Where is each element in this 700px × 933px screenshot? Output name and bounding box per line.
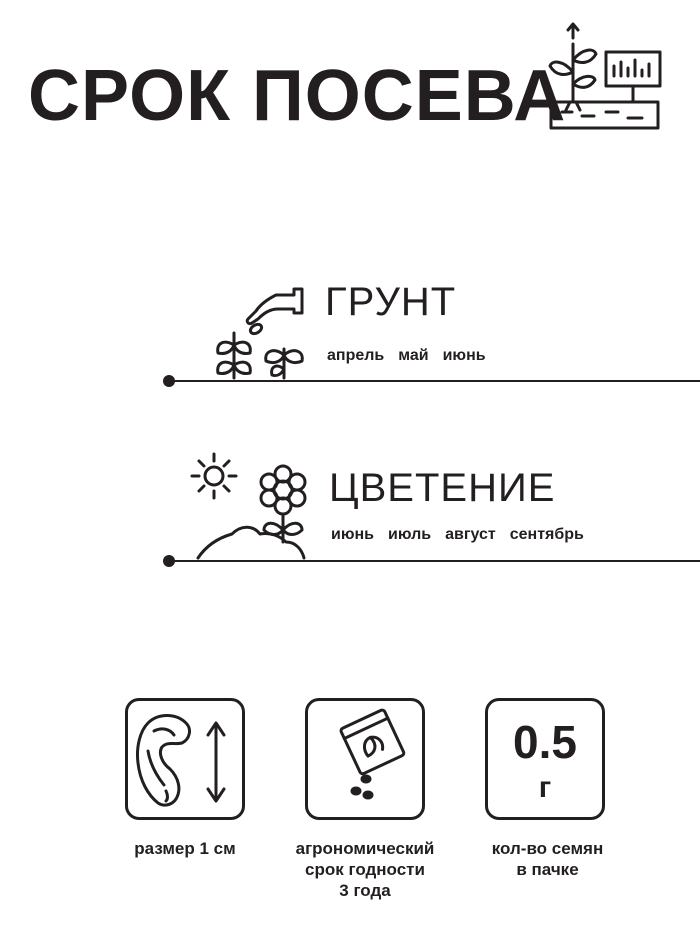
caption-line: агрономический: [295, 839, 435, 858]
shelf-life-caption: [280, 838, 450, 901]
seed-weight-value: 0.5: [513, 716, 577, 768]
soil-month: июнь: [442, 347, 486, 364]
planting-hand-icon: [212, 283, 312, 381]
soil-title: ГРУНТ: [325, 280, 457, 324]
sun-flower-icon: [186, 450, 311, 562]
soil-timeline: [168, 380, 700, 382]
caption-line: кол-во семян: [491, 839, 604, 858]
bloom-months: [331, 526, 598, 544]
bloom-month: август: [445, 526, 496, 543]
caption-line: размер 1 см: [134, 839, 236, 858]
seed-weight-caption: [465, 838, 630, 880]
seed-size-icon: [128, 701, 242, 817]
shelf-life-badge: [305, 698, 425, 820]
caption-line: срок годности: [305, 860, 425, 879]
seed-size-caption: [105, 838, 265, 859]
soil-month: апрель: [327, 347, 385, 364]
bloom-month: июль: [388, 526, 432, 543]
soil-months: [327, 347, 500, 365]
bloom-timeline: [168, 560, 700, 562]
page-title: СРОК ПОСЕВА: [28, 56, 567, 136]
planting-analytics-icon: [548, 20, 663, 132]
seed-size-badge: [125, 698, 245, 820]
bloom-month: сентябрь: [509, 526, 584, 543]
bloom-title: ЦВЕТЕНИЕ: [329, 466, 556, 510]
caption-line: в пачке: [516, 860, 579, 879]
seed-weight-badge: [485, 698, 605, 820]
soil-month: май: [398, 347, 429, 364]
bloom-month: июнь: [331, 526, 374, 543]
seed-packet-icon: [308, 701, 422, 817]
seed-weight-unit: г: [538, 771, 552, 804]
caption-line: 3 года: [339, 881, 391, 900]
